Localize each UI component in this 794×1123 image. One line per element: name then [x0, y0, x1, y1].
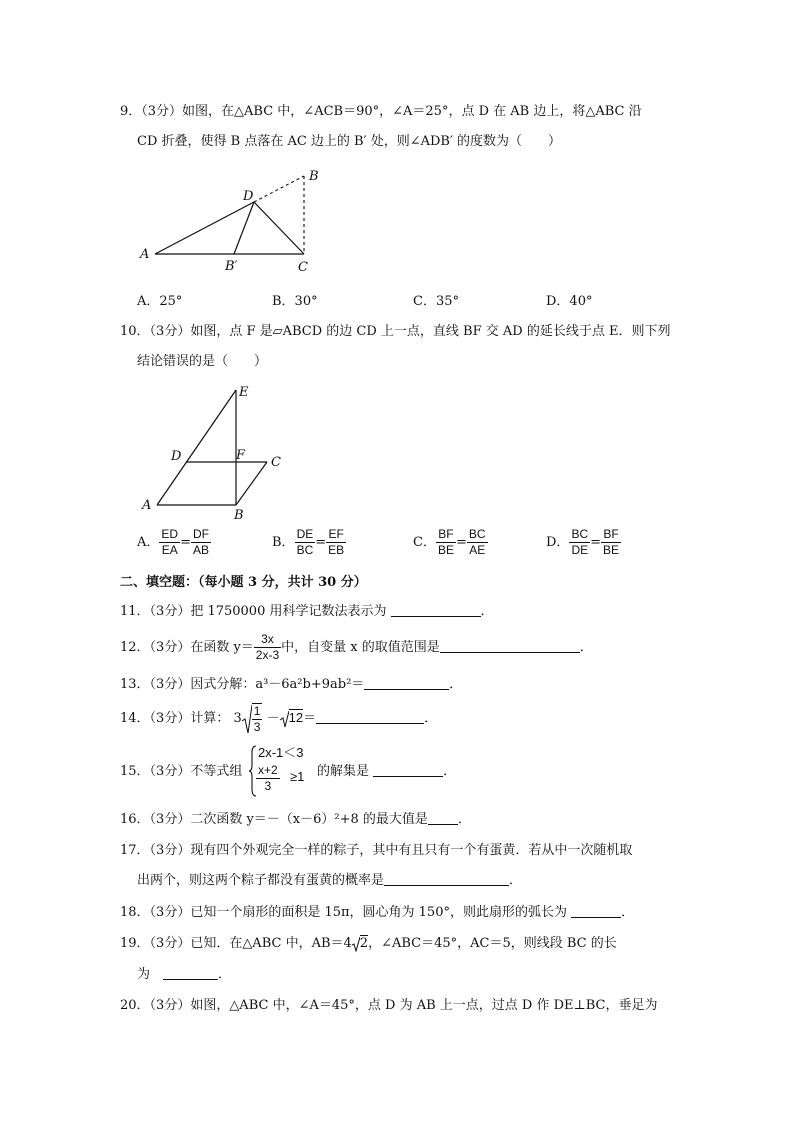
q14: 14．（3分）计算： 3 $\frac{1}{3}$ － 12＝ ． [120, 703, 438, 734]
q9-seg-DB-dashed [254, 176, 304, 202]
q12: 12．（3分）在函数 y＝ $\frac{3x}{2x-3}$ 中，自变量 x 的取值范围是 ． [120, 632, 593, 662]
q14-sqrt-sign-2 [280, 710, 289, 728]
q10-option-b: B． $\frac{DE}{BC}$ = $\frac{EF}{EB}$ [272, 527, 345, 557]
q10-option-a: A． $\frac{ED}{EA}$ = $\frac{DF}{AB}$ [137, 527, 209, 557]
q16-answer-blank[interactable] [428, 810, 458, 825]
q15-answer-blank[interactable] [373, 762, 443, 777]
q10-label-B: B [234, 508, 244, 520]
q10-option-d: D． $\frac{BC}{DE}$ = $\frac{BF}{BE}$ [546, 527, 620, 557]
section-fill-in-heading: 二、填空题：（每小题 3 分，共计 30 分） [120, 575, 367, 590]
q9-seg-AD [155, 202, 254, 254]
q9-label-B1: B′ [225, 259, 238, 274]
q9-label-D: D [243, 189, 254, 204]
q18-answer-blank[interactable] [571, 903, 621, 918]
q16: 16．（3分）二次函数 y＝－（x－6）²+8 的最大值是 ． [120, 812, 471, 827]
q9-seg-DC [254, 202, 304, 254]
q20-line1: 20．（3分）如图，△ABC 中，∠A＝45°，点 D 为 AB 上一点，过点 D 作 DE⊥BC，垂足为 [120, 998, 658, 1013]
q10-line2: 结论错误的是（ ） [137, 354, 268, 369]
q9-option-a: A．25° [137, 294, 183, 309]
q9-figure [130, 162, 340, 277]
q14-sqrt-sign [242, 703, 252, 735]
q19-line2: 为 ． [137, 967, 232, 982]
q10-label-F: F [236, 448, 246, 463]
q19-answer-blank[interactable] [163, 965, 218, 980]
q10-label-A: A [142, 498, 152, 513]
q9-line2: CD 折叠，使得 B 点落在 AC 边上的 B′ 处，则∠ADB′ 的度数为（ ） [137, 134, 562, 149]
q10-option-c: C． $\frac{BF}{BE}$ = $\frac{BC}{AE}$ [413, 527, 486, 557]
q10-seg-AE [157, 390, 236, 505]
q10-label-C: C [271, 455, 281, 470]
q13: 13．（3分）因式分解：a³－6a²b+9ab²＝ ． [120, 677, 463, 692]
q10-line1: 10．（3分）如图，点 F 是▱ABCD 的边 CD 上一点，直线 BF 交 AD 的延长线于点 E．则下列 [120, 324, 671, 339]
q12-answer-blank[interactable] [440, 638, 580, 653]
q14-answer-blank[interactable] [316, 709, 424, 724]
q10-label-D: D [171, 449, 182, 464]
q17-line1: 17．（3分）现有四个外观完全一样的粽子，其中有且只有一个有蛋黄．若从中一次随机取 [120, 843, 633, 858]
q9-label-A: A [140, 247, 150, 262]
q9-option-d: D．40° [546, 294, 593, 309]
q11-answer-blank[interactable] [391, 602, 481, 617]
q11: 11．（3分）把 1750000 用科学记数法表示为 ． [120, 604, 494, 619]
q9-option-b: B．30° [272, 294, 318, 309]
q19-sqrt-sign [352, 936, 360, 952]
q9-line1: 9．（3分）如图，在△ABC 中，∠ACB＝90°，∠A＝25°，点 D 在 AB 边上，将△ABC 沿 [120, 104, 642, 119]
q9-option-c: C．35° [413, 294, 459, 309]
q9-seg-DB1 [234, 202, 254, 254]
q13-answer-blank[interactable] [364, 675, 449, 690]
q9-label-C: C [298, 260, 308, 275]
q10-figure [130, 380, 300, 520]
q17-answer-blank[interactable] [384, 871, 509, 886]
q9-label-B: B [309, 169, 319, 184]
q10-seg-BC [236, 462, 267, 505]
q19-line1: 19．（3分）已知．在△ABC 中，AB＝4 2，∠ABC＝45°，AC＝5，则线段 BC 的长 [120, 936, 617, 951]
q17-line2: 出两个，则这两个粽子都没有蛋黄的概率是 ． [137, 873, 523, 888]
q10-label-E: E [239, 385, 249, 400]
q18: 18．（3分）已知一个扇形的面积是 15π，圆心角为 150°，则此扇形的弧长为 ． [120, 905, 635, 920]
